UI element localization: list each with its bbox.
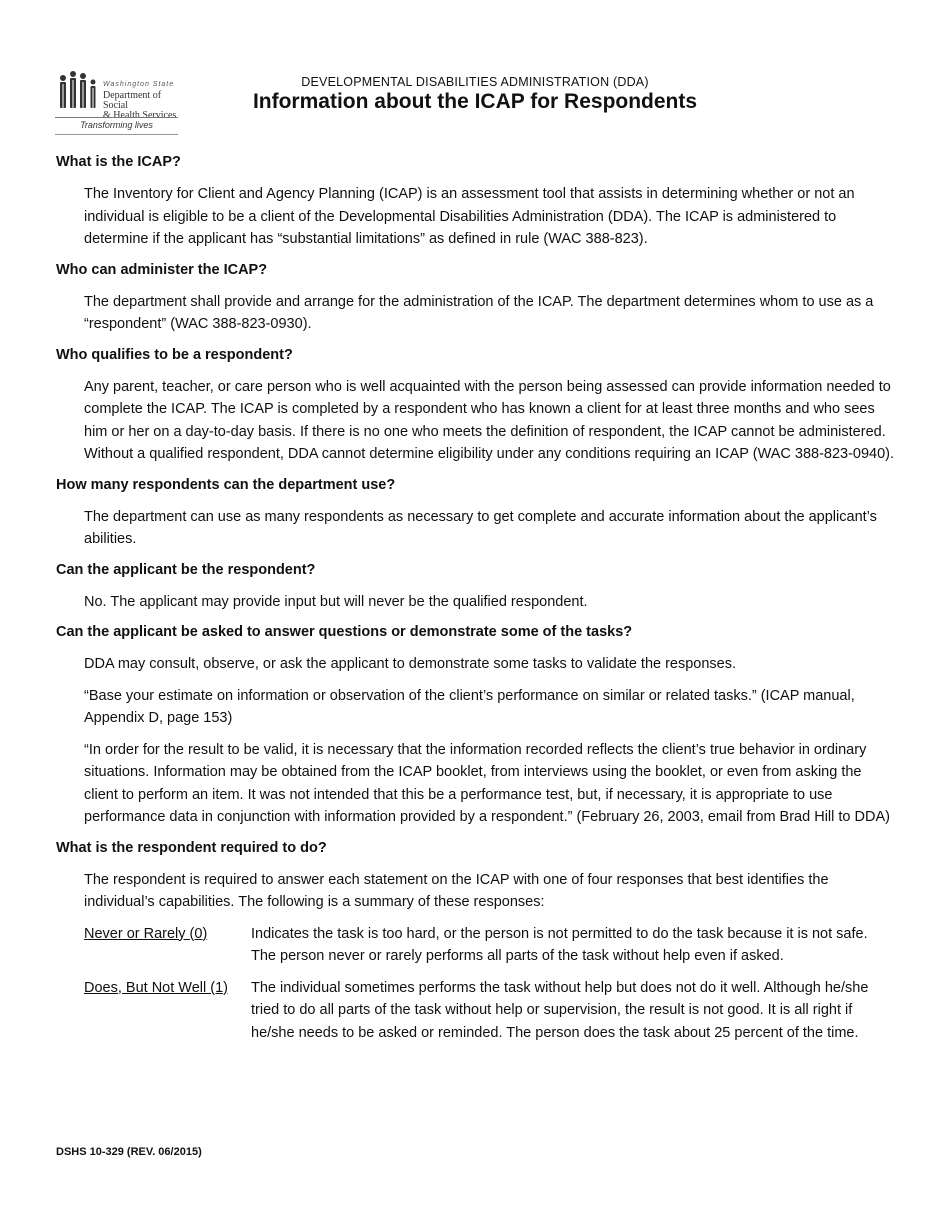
answer-paragraph: The department can use as many respondents as necessary to get complete and accurate information about the applicant’s abilities.: [84, 508, 877, 547]
logo-dept-line1: Department of Social: [103, 90, 162, 111]
question-heading: What is the ICAP?: [56, 154, 181, 170]
answer-paragraph: No. The applicant may provide input but will never be the qualified respondent.: [84, 593, 588, 610]
response-definition: [84, 923, 896, 968]
logo-divider: [55, 117, 178, 118]
question-heading: How many respondents can the department use?: [56, 476, 396, 493]
form-number: DSHS 10-329 (REV. 06/2015): [56, 1146, 202, 1158]
response-term: Never or Rarely (0): [84, 925, 208, 942]
answer-paragraph: The respondent is required to answer each statement on the ICAP with one of four responses that best identifies the individual’s capabilities. The following is a summary of these responses:: [84, 871, 829, 910]
agency-name: DEVELOPMENTAL DISABILITIES ADMINISTRATION (DDA): [301, 75, 649, 89]
response-description: The individual sometimes performs the task without help but does not do it well. Although he/she tried to do all parts of the task without help or supervision, the result is not good. It is all right if he/she needs to be asked or reminded. The person does the task about 25 percent of the time.: [251, 979, 869, 1041]
question-heading: Can the applicant be asked to answer questions or demonstrate some of the tasks?: [56, 624, 633, 640]
quote-paragraph: “Base your estimate on information or observation of the client’s performance on similar or related tasks.” (ICAP manual, Appendix D, page 153): [84, 687, 855, 726]
document-body: [56, 152, 896, 1053]
answer-paragraph: The Inventory for Client and Agency Planning (ICAP) is an assessment tool that assists in determining whether or not an individual is eligible to be a client of the Developmental Disabilities Administration (DDA). The ICAP is administered to determine if the applicant has “substantial limitations” as defined in rule (WAC 388-823).: [84, 186, 855, 247]
response-definition: [84, 977, 896, 1045]
question-heading: Can the applicant be the respondent?: [56, 561, 316, 578]
logo-divider-bottom: [55, 134, 178, 135]
page-title: Information about the ICAP for Respondents: [252, 90, 698, 113]
question-heading: What is the respondent required to do?: [56, 839, 327, 856]
logo-state: Washington State: [103, 81, 175, 88]
response-description: Indicates the task is too hard, or the person is not permitted to do the task because it is not safe. The person never or rarely performs all parts of the task without help even if asked.: [251, 925, 868, 964]
response-term: Does, But Not Well (1): [84, 979, 228, 996]
logo-dept-line2: & Health Services: [103, 110, 177, 121]
question-heading: Who can administer the ICAP?: [56, 261, 268, 278]
logo-tagline: Transforming lives: [80, 120, 153, 130]
answer-paragraph: DDA may consult, observe, or ask the applicant to demonstrate some tasks to validate the responses.: [84, 656, 737, 672]
answer-paragraph: Any parent, teacher, or care person who is well acquainted with the person being assessed can provide information needed to complete the ICAP. The ICAP is completed by a respondent who has known a client for at least three months and who sees him or her on a day-to-day basis. If there is no one who meets the definition of respondent, the ICAP cannot be administered. Without a qualified respondent, DDA cannot determine eligibility under any conditions requiring an ICAP (WAC 388-823-0940).: [84, 378, 895, 462]
quote-paragraph: “In order for the result to be valid, it is necessary that the information recorded reflects the client’s true behavior in ordinary situations. Information may be obtained from the ICAP booklet, from interviews using the booklet, or even from asking the client to perform an item. It was not intended that this be a performance test, but, if necessary, it is appropriate to use performance data in conjunction with information provided by a respondent.” (February 26, 2003, email from Brad Hill to DDA): [84, 741, 890, 825]
answer-paragraph: The department shall provide and arrange for the administration of the ICAP. The department determines whom to use as a “respondent” (WAC 388-823-0930).: [84, 293, 874, 332]
question-heading: Who qualifies to be a respondent?: [56, 346, 293, 363]
